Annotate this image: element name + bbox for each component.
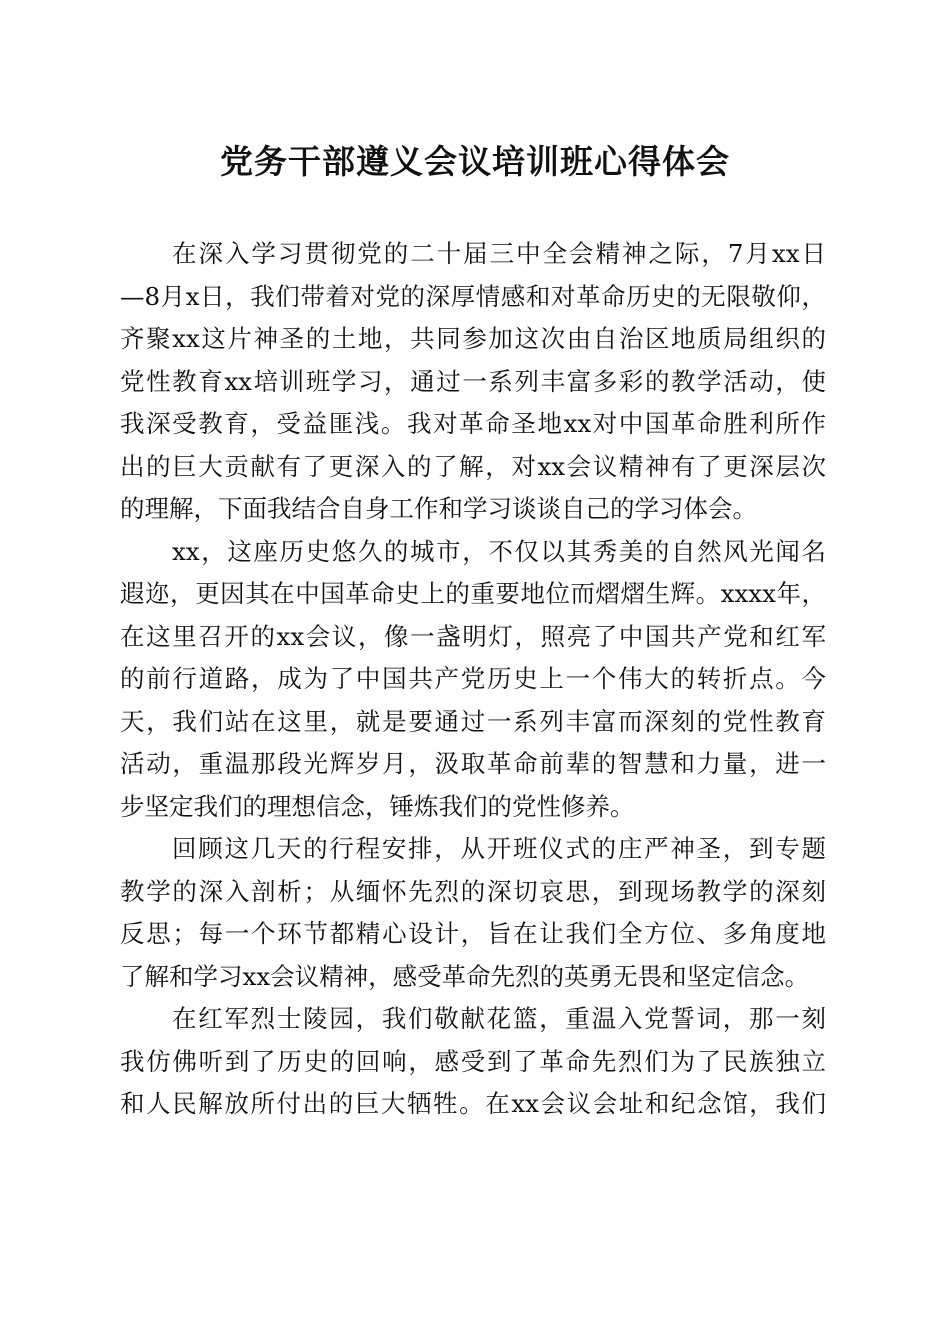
text-line: 在红军烈士陵园，我们敬献花篮，重温入党誓词，那一刻 — [172, 1004, 826, 1033]
text-line: 反思；每一个环节都精心设计，旨在让我们全方位、多角度地 — [120, 919, 826, 948]
paragraph — [120, 828, 826, 998]
text-line: 回顾这几天的行程安排，从开班仪式的庄严神圣，到专题 — [172, 834, 826, 863]
text-line: 遐迩，更因其在中国革命史上的重要地位而熠熠生辉。xxxx年， — [120, 579, 826, 608]
text-line: 我深受教育，受益匪浅。我对革命圣地xx对中国革命胜利所作 — [120, 409, 826, 438]
paragraph — [120, 531, 826, 829]
text-line: —8月x日，我们带着对党的深厚情感和对革命历史的无限敬仰， — [120, 281, 826, 311]
text-line: 我仿佛听到了历史的回响，感受到了革命先烈们为了民族独立 — [120, 1046, 826, 1076]
text-line: 出的巨大贡献有了更深入的了解，对xx会议精神有了更深层次 — [120, 451, 826, 481]
text-line: 在深入学习贯彻党的二十届三中全会精神之际，7月xx日 — [172, 239, 826, 268]
document-body — [120, 233, 826, 1126]
document-title: 党务干部遵义会议培训班心得体会 — [220, 142, 730, 181]
text-line: xx，这座历史悠久的城市，不仅以其秀美的自然风光闻名 — [172, 536, 826, 566]
text-line: 的理解，下面我结合自身工作和学习谈谈自己的学习体会。 — [120, 494, 757, 523]
paragraph — [120, 233, 826, 531]
text-line: 在这里召开的xx会议，像一盏明灯，照亮了中国共产党和红军 — [120, 621, 826, 651]
paragraph — [120, 998, 826, 1126]
text-line: 了解和学习xx会议精神，感受革命先烈的英勇无畏和坚定信念。 — [120, 961, 810, 991]
text-line: 和人民解放所付出的巨大牺牲。在xx会议会址和纪念馆，我们 — [120, 1089, 826, 1118]
text-line: 天，我们站在这里，就是要通过一系列丰富而深刻的党性教育 — [120, 706, 826, 736]
text-line: 齐聚xx这片神圣的土地，共同参加这次由自治区地质局组织的 — [120, 324, 826, 353]
text-line: 活动，重温那段光辉岁月，汲取革命前辈的智慧和力量，进一 — [120, 749, 826, 778]
text-line: 党性教育xx培训班学习，通过一系列丰富多彩的教学活动，使 — [120, 366, 826, 396]
text-line: 的前行道路，成为了中国共产党历史上一个伟大的转折点。今 — [120, 664, 826, 693]
text-line: 步坚定我们的理想信念，锤炼我们的党性修养。 — [120, 791, 635, 821]
text-line: 教学的深入剖析；从缅怀先烈的深切哀思，到现场教学的深刻 — [120, 876, 826, 906]
